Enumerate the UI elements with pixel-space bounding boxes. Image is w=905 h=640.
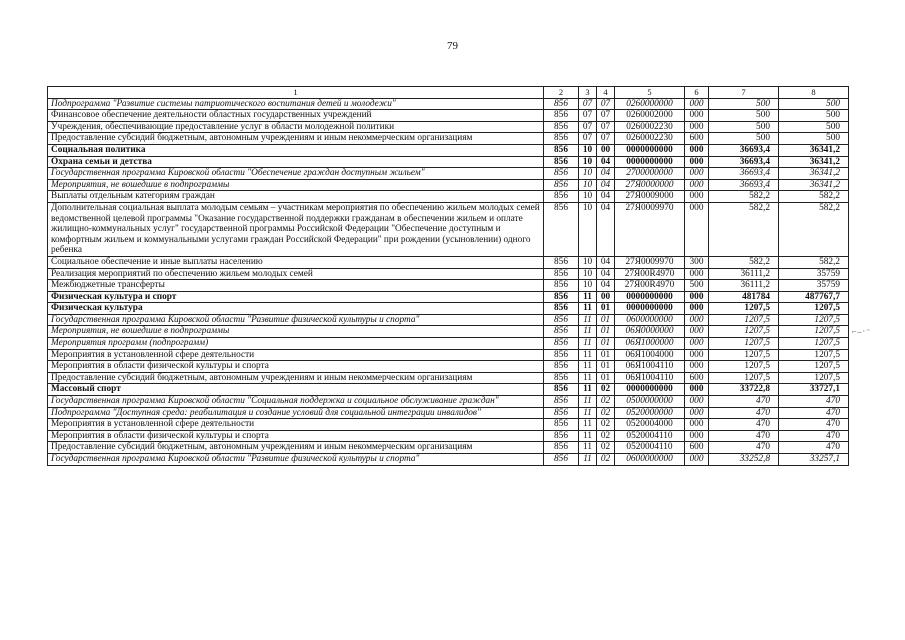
row-value-cell: 856	[544, 156, 579, 168]
row-label-cell: Охрана семьи и детства	[48, 156, 544, 168]
row-value-cell: 856	[544, 384, 579, 396]
row-value-cell: 02	[597, 430, 615, 442]
row-value-cell: 000	[685, 144, 709, 156]
row-label-cell: Государственная программа Кировской области "Развитие физической культуры и спорта"	[48, 314, 544, 326]
table-row	[48, 396, 849, 408]
row-label-cell: Реализация мероприятий по обеспечению жильем молодых семей	[48, 268, 544, 280]
row-value-cell: 856	[544, 110, 579, 122]
row-value-cell: 000	[685, 168, 709, 180]
row-value-cell: 0000000000	[615, 384, 685, 396]
row-value-cell: 481784	[709, 291, 779, 303]
row-value-cell: 0600000000	[615, 314, 685, 326]
row-value-cell: 07	[597, 98, 615, 110]
row-value-cell: 01	[597, 303, 615, 315]
table-row	[48, 407, 849, 419]
row-value-cell: 000	[685, 303, 709, 315]
row-value-cell: 0520000000	[615, 407, 685, 419]
row-value-cell: 01	[597, 326, 615, 338]
row-value-cell: 000	[685, 110, 709, 122]
row-value-cell: 000	[685, 349, 709, 361]
table-row	[48, 442, 849, 454]
row-label-cell: Государственная программа Кировской области "Социальная поддержка и социальное обслуживание граждан"	[48, 396, 544, 408]
row-value-cell: 0000000000	[615, 156, 685, 168]
table-row	[48, 202, 849, 256]
row-value-cell: 11	[579, 338, 597, 350]
row-value-cell: 0260002230	[615, 133, 685, 145]
row-value-cell: 470	[779, 407, 849, 419]
row-value-cell: 01	[597, 372, 615, 384]
row-value-cell: 500	[709, 98, 779, 110]
row-value-cell: 06Я1004000	[615, 349, 685, 361]
row-value-cell: 470	[709, 430, 779, 442]
row-value-cell: 470	[709, 419, 779, 431]
row-value-cell: 582,2	[779, 191, 849, 203]
row-value-cell: 0260002230	[615, 121, 685, 133]
row-value-cell: 856	[544, 280, 579, 292]
row-value-cell: 06Я1004110	[615, 372, 685, 384]
row-value-cell: 500	[709, 110, 779, 122]
row-value-cell: 0000000000	[615, 291, 685, 303]
row-value-cell: 06Я1000000	[615, 338, 685, 350]
row-value-cell: 856	[544, 372, 579, 384]
row-value-cell: 000	[685, 338, 709, 350]
row-value-cell: 856	[544, 430, 579, 442]
row-value-cell: 000	[685, 419, 709, 431]
row-label-cell: Подпрограмма "Развитие системы патриотического воспитания детей и молодежи"	[48, 98, 544, 110]
row-label-cell: Предоставление субсидий бюджетным, автономным учреждениям и иным некоммерческим организациям	[48, 133, 544, 145]
row-value-cell: 0000000000	[615, 303, 685, 315]
row-value-cell: 582,2	[779, 202, 849, 256]
row-label-cell: Межбюджетные трансферты	[48, 280, 544, 292]
row-value-cell: 36693,4	[709, 179, 779, 191]
row-value-cell: 856	[544, 314, 579, 326]
row-value-cell: 582,2	[709, 202, 779, 256]
row-value-cell: 500	[779, 121, 849, 133]
row-value-cell: 27Я0000000	[615, 179, 685, 191]
row-value-cell: 01	[597, 338, 615, 350]
row-value-cell: 36693,4	[709, 156, 779, 168]
row-value-cell: 1207,5	[709, 303, 779, 315]
row-value-cell: 0600000000	[615, 454, 685, 466]
table-row	[48, 280, 849, 292]
table-row	[48, 361, 849, 373]
row-value-cell: 1207,5	[779, 314, 849, 326]
row-label-cell: Мероприятия в области физической культуры и спорта	[48, 361, 544, 373]
row-value-cell: 10	[579, 256, 597, 268]
row-value-cell: 1207,5	[709, 372, 779, 384]
row-label-cell: Физическая культура	[48, 303, 544, 315]
row-value-cell: 0500000000	[615, 396, 685, 408]
row-label-cell: Дополнительная социальная выплата молодым семьям – участникам мероприятия по обеспечению жильем молодых семей ведомственной целевой программы "Оказание государственной поддержки гражданам в обеспечении жильем и оплате жилищно-коммунальных услуг" государственной программы Российской Федерации "Обеспечение доступным и комфортным жильем и коммунальными услугами граждан Российской Федерации" при рождении (усыновлении) одного ребенка	[48, 202, 544, 256]
row-value-cell: 10	[579, 168, 597, 180]
row-value-cell: 500	[779, 133, 849, 145]
row-value-cell: 856	[544, 442, 579, 454]
row-value-cell: 000	[685, 98, 709, 110]
row-value-cell: 470	[779, 419, 849, 431]
row-value-cell: 470	[779, 442, 849, 454]
column-header: 1	[48, 87, 544, 99]
row-value-cell: 07	[597, 133, 615, 145]
row-value-cell: 0000000000	[615, 144, 685, 156]
table-row	[48, 291, 849, 303]
row-value-cell: 856	[544, 396, 579, 408]
row-value-cell: 11	[579, 384, 597, 396]
row-value-cell: 36341,2	[779, 144, 849, 156]
row-value-cell: 856	[544, 133, 579, 145]
row-label-cell: Мероприятия программ (подпрограмм)	[48, 338, 544, 350]
row-value-cell: 0260002000	[615, 110, 685, 122]
row-value-cell: 33727,1	[779, 384, 849, 396]
row-value-cell: 856	[544, 291, 579, 303]
row-value-cell: 07	[597, 121, 615, 133]
row-value-cell: 856	[544, 454, 579, 466]
row-value-cell: 1207,5	[709, 349, 779, 361]
row-label-cell: Учреждения, обеспечивающие предоставление услуг в области молодежной политики	[48, 121, 544, 133]
row-value-cell: 1207,5	[709, 338, 779, 350]
row-label-cell: Предоставление субсидий бюджетным, автономным учреждениям и иным некоммерческим организациям	[48, 372, 544, 384]
row-value-cell: 11	[579, 396, 597, 408]
row-value-cell: 600	[685, 133, 709, 145]
row-value-cell: 10	[579, 191, 597, 203]
page-number: 79	[447, 40, 458, 52]
column-header: 3	[579, 87, 597, 99]
table-row	[48, 430, 849, 442]
row-value-cell: 856	[544, 326, 579, 338]
row-value-cell: 856	[544, 361, 579, 373]
row-value-cell: 600	[685, 372, 709, 384]
row-label-cell: Социальная политика	[48, 144, 544, 156]
row-value-cell: 000	[685, 454, 709, 466]
table-row	[48, 326, 849, 338]
row-value-cell: 02	[597, 419, 615, 431]
row-value-cell: 000	[685, 202, 709, 256]
row-value-cell: 11	[579, 303, 597, 315]
row-value-cell: 856	[544, 419, 579, 431]
row-value-cell: 07	[579, 121, 597, 133]
row-value-cell: 11	[579, 326, 597, 338]
row-value-cell: 1207,5	[779, 372, 849, 384]
row-value-cell: 10	[579, 144, 597, 156]
row-value-cell: 33252,8	[709, 454, 779, 466]
row-value-cell: 2700000000	[615, 168, 685, 180]
row-value-cell: 000	[685, 268, 709, 280]
row-value-cell: 500	[709, 121, 779, 133]
row-value-cell: 500	[709, 133, 779, 145]
row-value-cell: 0520004110	[615, 442, 685, 454]
table-row	[48, 98, 849, 110]
table-header-row	[48, 87, 849, 99]
table-row	[48, 256, 849, 268]
row-value-cell: 36111,2	[709, 268, 779, 280]
table-row	[48, 121, 849, 133]
row-value-cell: 0520004110	[615, 430, 685, 442]
table-row	[48, 303, 849, 315]
row-value-cell: 36693,4	[709, 144, 779, 156]
table-row	[48, 338, 849, 350]
column-header: 4	[597, 87, 615, 99]
row-value-cell: 35759	[779, 268, 849, 280]
row-value-cell: 27Я00R4970	[615, 268, 685, 280]
row-value-cell: 11	[579, 314, 597, 326]
row-value-cell: 856	[544, 191, 579, 203]
row-value-cell: 00	[597, 144, 615, 156]
row-value-cell: 36341,2	[779, 156, 849, 168]
row-value-cell: 856	[544, 98, 579, 110]
row-value-cell: 02	[597, 396, 615, 408]
table-row	[48, 133, 849, 145]
row-value-cell: 1207,5	[709, 314, 779, 326]
row-value-cell: 01	[597, 361, 615, 373]
row-value-cell: 11	[579, 291, 597, 303]
row-value-cell: 1207,5	[709, 326, 779, 338]
row-value-cell: 856	[544, 268, 579, 280]
row-value-cell: 856	[544, 407, 579, 419]
row-value-cell: 02	[597, 442, 615, 454]
row-label-cell: Массовый спорт	[48, 384, 544, 396]
row-value-cell: 500	[685, 280, 709, 292]
table-row	[48, 419, 849, 431]
row-value-cell: 856	[544, 179, 579, 191]
row-value-cell: 35759	[779, 280, 849, 292]
column-header: 8	[779, 87, 849, 99]
row-value-cell: 02	[597, 384, 615, 396]
table-row	[48, 156, 849, 168]
row-value-cell: 10	[579, 268, 597, 280]
row-value-cell: 36693,4	[709, 168, 779, 180]
row-value-cell: 000	[685, 384, 709, 396]
row-label-cell: Государственная программа Кировской области "Развитие физической культуры и спорта"	[48, 454, 544, 466]
row-value-cell: 000	[685, 407, 709, 419]
row-value-cell: 04	[597, 268, 615, 280]
row-value-cell: 470	[709, 407, 779, 419]
row-value-cell: 856	[544, 349, 579, 361]
row-value-cell: 27Я0009970	[615, 202, 685, 256]
row-label-cell: Предоставление субсидий бюджетным, автономным учреждениям и иным некоммерческим организациям	[48, 442, 544, 454]
row-value-cell: 856	[544, 168, 579, 180]
row-value-cell: 470	[709, 396, 779, 408]
row-value-cell: 000	[685, 314, 709, 326]
row-value-cell: 856	[544, 338, 579, 350]
row-value-cell: 470	[709, 442, 779, 454]
row-label-cell: Подпрограмма "Доступная среда: реабилитация и создание условий для социальной интеграции инвалидов"	[48, 407, 544, 419]
row-value-cell: 600	[685, 442, 709, 454]
row-value-cell: 04	[597, 156, 615, 168]
table-row	[48, 349, 849, 361]
row-value-cell: 1207,5	[779, 338, 849, 350]
row-value-cell: 856	[544, 256, 579, 268]
row-value-cell: 11	[579, 430, 597, 442]
row-label-cell: Мероприятия, не вошедшие в подпрограммы	[48, 179, 544, 191]
row-value-cell: 000	[685, 156, 709, 168]
row-value-cell: 856	[544, 303, 579, 315]
row-value-cell: 470	[779, 430, 849, 442]
row-label-cell: Физическая культура и спорт	[48, 291, 544, 303]
row-value-cell: 27Я00R4970	[615, 280, 685, 292]
budget-table	[47, 86, 849, 466]
row-value-cell: 04	[597, 179, 615, 191]
row-value-cell: 1207,5	[709, 361, 779, 373]
column-header: 2	[544, 87, 579, 99]
row-value-cell: 10	[579, 202, 597, 256]
row-label-cell: Социальное обеспечение и иные выплаты населению	[48, 256, 544, 268]
row-value-cell: 0520004000	[615, 419, 685, 431]
row-value-cell: 11	[579, 361, 597, 373]
row-value-cell: 856	[544, 202, 579, 256]
row-value-cell: 10	[579, 179, 597, 191]
row-value-cell: 1207,5	[779, 349, 849, 361]
row-value-cell: 1207,5	[779, 326, 849, 338]
row-value-cell: 500	[779, 98, 849, 110]
row-value-cell: 582,2	[779, 256, 849, 268]
row-value-cell: 07	[579, 110, 597, 122]
table-row	[48, 372, 849, 384]
row-value-cell: 11	[579, 454, 597, 466]
row-value-cell: 02	[597, 454, 615, 466]
row-value-cell: 856	[544, 121, 579, 133]
row-value-cell: 11	[579, 419, 597, 431]
row-value-cell: 10	[579, 280, 597, 292]
row-value-cell: 1207,5	[779, 303, 849, 315]
row-value-cell: 07	[579, 133, 597, 145]
row-label-cell: Финансовое обеспечение деятельности областных государственных учреждений	[48, 110, 544, 122]
row-label-cell: Мероприятия, не вошедшие в подпрограммы	[48, 326, 544, 338]
table-row	[48, 268, 849, 280]
column-header: 7	[709, 87, 779, 99]
table-row	[48, 110, 849, 122]
column-header: 6	[685, 87, 709, 99]
row-value-cell: 11	[579, 442, 597, 454]
row-value-cell: 11	[579, 407, 597, 419]
row-value-cell: 04	[597, 191, 615, 203]
row-label-cell: Мероприятия в установленной сфере деятельности	[48, 419, 544, 431]
table-row	[48, 179, 849, 191]
row-value-cell: 000	[685, 361, 709, 373]
row-value-cell: 02	[597, 407, 615, 419]
row-label-cell: Выплаты отдельным категориям граждан	[48, 191, 544, 203]
row-value-cell: 300	[685, 256, 709, 268]
table-row	[48, 168, 849, 180]
row-value-cell: 01	[597, 314, 615, 326]
table-row	[48, 384, 849, 396]
row-value-cell: 04	[597, 256, 615, 268]
handwritten-mark: ⌐–·⁻	[852, 327, 872, 336]
row-value-cell: 06Я0000000	[615, 326, 685, 338]
row-label-cell: Мероприятия в области физической культуры и спорта	[48, 430, 544, 442]
row-value-cell: 10	[579, 156, 597, 168]
row-value-cell: 04	[597, 168, 615, 180]
row-value-cell: 04	[597, 202, 615, 256]
row-value-cell: 11	[579, 349, 597, 361]
row-value-cell: 000	[685, 121, 709, 133]
row-value-cell: 487767,7	[779, 291, 849, 303]
row-value-cell: 04	[597, 280, 615, 292]
row-value-cell: 500	[779, 110, 849, 122]
row-value-cell: 1207,5	[779, 361, 849, 373]
row-value-cell: 582,2	[709, 191, 779, 203]
row-value-cell: 470	[779, 396, 849, 408]
row-value-cell: 000	[685, 430, 709, 442]
row-value-cell: 000	[685, 396, 709, 408]
row-value-cell: 06Я1004110	[615, 361, 685, 373]
row-value-cell: 36341,2	[779, 179, 849, 191]
row-value-cell: 33257,1	[779, 454, 849, 466]
table-row	[48, 314, 849, 326]
row-label-cell: Государственная программа Кировской области "Обеспечение граждан доступным жильем"	[48, 168, 544, 180]
row-label-cell: Мероприятия в установленной сфере деятельности	[48, 349, 544, 361]
row-value-cell: 07	[579, 98, 597, 110]
table-row	[48, 454, 849, 466]
table-row	[48, 144, 849, 156]
row-value-cell: 36341,2	[779, 168, 849, 180]
row-value-cell: 000	[685, 326, 709, 338]
row-value-cell: 582,2	[709, 256, 779, 268]
table-row	[48, 191, 849, 203]
row-value-cell: 36111,2	[709, 280, 779, 292]
row-value-cell: 27Я0009000	[615, 191, 685, 203]
row-value-cell: 000	[685, 191, 709, 203]
row-value-cell: 11	[579, 372, 597, 384]
row-value-cell: 000	[685, 179, 709, 191]
row-value-cell: 000	[685, 291, 709, 303]
column-header: 5	[615, 87, 685, 99]
row-value-cell: 00	[597, 291, 615, 303]
row-value-cell: 0260000000	[615, 98, 685, 110]
row-value-cell: 01	[597, 349, 615, 361]
row-value-cell: 33722,8	[709, 384, 779, 396]
row-value-cell: 27Я0009970	[615, 256, 685, 268]
row-value-cell: 856	[544, 144, 579, 156]
row-value-cell: 07	[597, 110, 615, 122]
